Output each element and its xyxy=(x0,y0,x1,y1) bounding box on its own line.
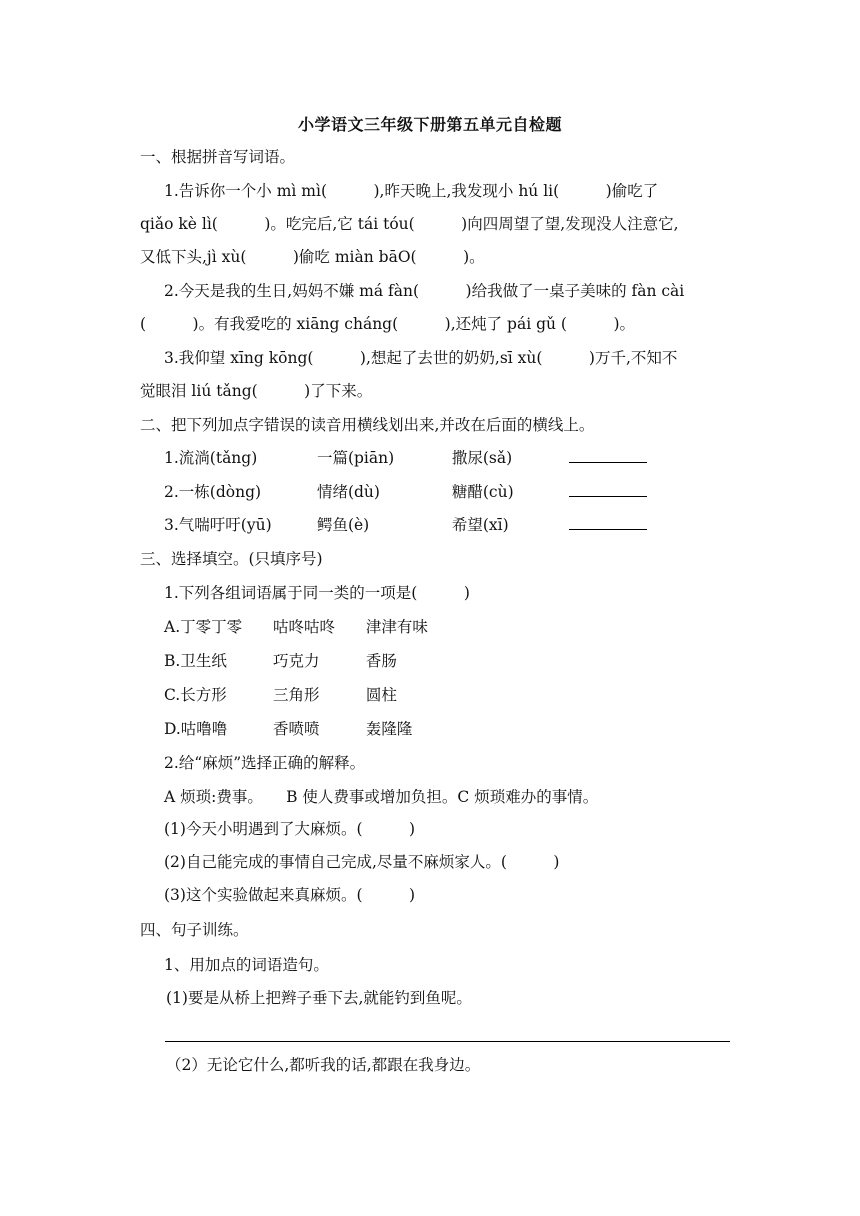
option-word: 香肠 xyxy=(365,652,397,670)
pron-item: 一篇(piān) xyxy=(316,449,395,467)
option-word: 香喷喷 xyxy=(272,720,320,738)
option-word: 圆柱 xyxy=(365,686,397,704)
page-title: 小学语文三年级下册第五单元自检题 xyxy=(297,115,562,134)
pron-row-3 xyxy=(164,514,647,536)
sentence-item-1: (1)要是从桥上把辫子垂下去,就能钓到鱼呢。 xyxy=(166,989,472,1007)
q1-line2: qiǎo kè lì( )。吃完后,它 tái tóu( )向四周望了望,发现没人注意它, xyxy=(140,215,679,233)
pron-item: 糖醋(cù) xyxy=(451,483,514,501)
pron-item: 3.气喘吁吁(yū) xyxy=(164,516,272,534)
q1-line1: 1.告诉你一个小 mì mì( ),昨天晚上,我发现小 hú li( )偷吃了 xyxy=(164,182,659,200)
option-word: C.长方形 xyxy=(164,686,227,704)
pron-item: 撒尿(sǎ) xyxy=(451,449,513,467)
answer-line[interactable] xyxy=(569,515,647,530)
option-word: D.咕噜噜 xyxy=(164,720,228,738)
option-word: 津津有味 xyxy=(365,618,428,636)
section3-heading: 三、选择填空。(只填序号) xyxy=(140,550,323,568)
option-word: 巧克力 xyxy=(272,652,320,670)
section4-sub: 1、用加点的词语造句。 xyxy=(164,956,329,974)
q2-line2: ( )。有我爱吃的 xiāng cháng( ),还炖了 pái gǔ ( )。 xyxy=(140,315,636,333)
q1-line3: 又低下头,jì xù( )偷吃 miàn bāO( )。 xyxy=(140,248,485,266)
answer-line[interactable] xyxy=(165,1041,730,1042)
option-word: B.卫生纸 xyxy=(164,652,227,670)
sentence-item-2: （2）无论它什么,都听我的话,都跟在我身边。 xyxy=(166,1056,481,1074)
pron-item: 情绪(dù) xyxy=(316,483,380,501)
option-word: 轰隆隆 xyxy=(365,720,413,738)
pron-item: 2.一栋(dòng) xyxy=(164,483,262,501)
option-d xyxy=(164,718,412,740)
choice-q2-item: (1)今天小明遇到了大麻烦。( ) xyxy=(164,820,416,838)
pron-item: 希望(xī) xyxy=(451,516,509,534)
section1-heading: 一、根据拼音写词语。 xyxy=(140,148,296,166)
answer-line[interactable] xyxy=(569,448,647,463)
choice-q2-definitions: A 烦琐:费事。 B 使人费事或增加负担。C 烦琐难办的事情。 xyxy=(164,788,599,806)
choice-q1: 1.下列各组词语属于同一类的一项是( ) xyxy=(164,584,470,602)
option-c xyxy=(164,684,397,706)
section4-heading: 四、句子训练。 xyxy=(140,921,249,939)
option-a xyxy=(164,616,428,638)
pron-row-1 xyxy=(164,447,647,469)
section2-heading: 二、把下列加点字错误的读音用横线划出来,并改在后面的横线上。 xyxy=(140,416,595,434)
option-word: 三角形 xyxy=(272,686,320,704)
pron-item: 鳄鱼(è) xyxy=(316,516,370,534)
answer-line[interactable] xyxy=(569,482,647,497)
pron-row-2 xyxy=(164,481,647,503)
option-word: 咕咚咕咚 xyxy=(272,618,335,636)
q3-line1: 3.我仰望 xīng kōng( ),想起了去世的奶奶,sī xù( )万千,不知不 xyxy=(164,349,678,367)
choice-q2-item: (2)自己能完成的事情自己完成,尽量不麻烦家人。( ) xyxy=(164,853,560,871)
choice-q2-item: (3)这个实验做起来真麻烦。( ) xyxy=(164,886,416,904)
pron-item: 1.流淌(tǎng) xyxy=(164,449,258,467)
q2-line1: 2.今天是我的生日,妈妈不嫌 má fàn( )给我做了一桌子美味的 fàn cài xyxy=(164,282,685,300)
option-word: A.丁零丁零 xyxy=(164,618,243,636)
option-b xyxy=(164,650,397,672)
choice-q2: 2.给“麻烦”选择正确的解释。 xyxy=(164,754,366,772)
q3-line2: 觉眼泪 liú tǎng( )了下来。 xyxy=(140,382,373,400)
